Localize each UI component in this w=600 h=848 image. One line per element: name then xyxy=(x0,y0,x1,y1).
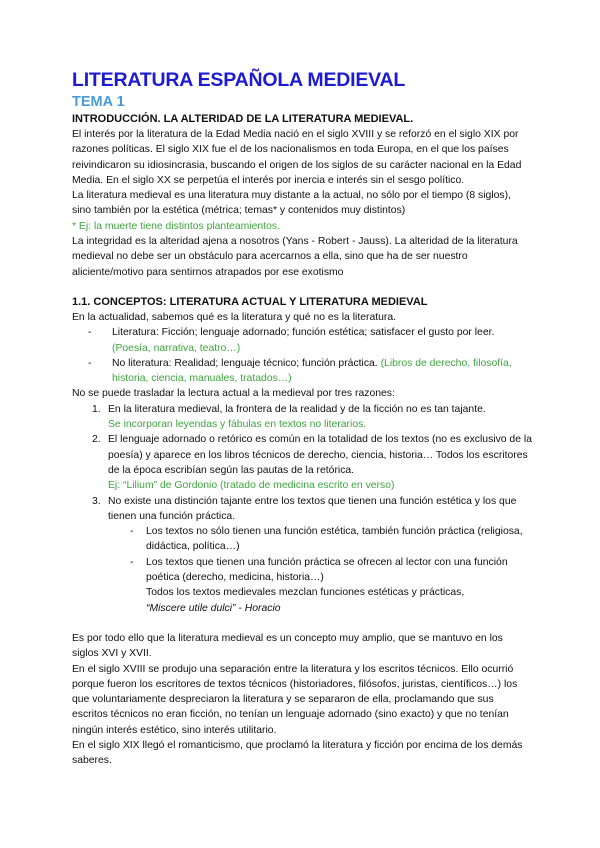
list-item xyxy=(72,524,532,555)
sub-item-2: Los textos que tienen una función práctica se ofrecen al lector con una función poética (derecho, medicina, historia…) xyxy=(146,556,508,584)
list-item xyxy=(72,494,532,525)
bullet-literatura: Literatura: Ficción; lenguaje adornado; función estética; satisfacer el gusto por leer. xyxy=(112,327,495,339)
reason-number: 1. xyxy=(92,403,101,415)
list-item xyxy=(72,432,532,493)
sub-item-2-continuation: Todos los textos medievales mezclan funciones estéticas y prácticas, xyxy=(146,587,465,599)
reason-3: No existe una distinción tajante entre los textos que tienen una función estética y los que tienen una función práctica. xyxy=(108,495,517,522)
list-item xyxy=(72,402,532,433)
reason-1: En la literatura medieval, la frontera de la realidad y de la ficción no es tan tajante. xyxy=(108,403,486,415)
section-1-heading: 1.1. CONCEPTOS: LITERATURA ACTUAL Y LITERATURA MEDIEVAL xyxy=(72,295,428,308)
horacio-quote: “Miscere utile dulci” - Horacio xyxy=(146,602,281,614)
document-page xyxy=(72,68,532,769)
reason-2: El lenguaje adornado o retórico es común en la totalidad de los textos (no es exclusivo de la poesía) y aparece en los libros técnicos de derecho, ciencia, historia… Todos los escritores de la época escribían según las pautas de la retórica. xyxy=(108,434,532,476)
document-title: LITERATURA ESPAÑOLA MEDIEVAL xyxy=(72,69,406,91)
dash-marker: - xyxy=(130,556,134,568)
intro-paragraph-1: El interés por la literatura de la Edad Media nació en el siglo XVIII y se reforzó en el siglo XIX por razones políticas. El siglo XIX fue el de los nacionalismos en toda Europa, en el que los países reivindicaron su idiosincrasia, buscando el origen de los siglos de su carácter nacional en la Edad Media. En el siglo XX se perpetúa el interés por inercia e interés sin el sesgo político. xyxy=(72,129,522,186)
reason-number: 2. xyxy=(92,434,101,446)
section-1-intro: En la actualidad, sabemos qué es la literatura y qué no es la literatura. xyxy=(72,311,397,323)
intro-note: * Ej: la muerte tiene distintos planteamientos. xyxy=(72,220,280,232)
reason-1-example: Se incorporan leyendas y fábulas en textos no literarios. xyxy=(108,419,367,431)
sub-item-1: Los textos no sólo tienen una función estética, también función práctica (religiosa, didáctica, política…) xyxy=(146,526,523,553)
closing-paragraph-2: En el siglo XVIII se produjo una separación entre la literatura y los escritos técnicos. Ello ocurrió porque fueron los escritores de textos técnicos (historiadores, filósofos, juristas, científicos…) los que voluntariamente despreciaron la literatura y se separaron de ella, proclamando que sus escritos técnicos no eran ficción, no tenían un lenguaje adornado (sino exacto) y que no tenían ningún interés estético, sino interés utilitario. xyxy=(72,663,518,736)
list-item xyxy=(72,356,532,387)
bullet-literatura-examples: (Poesía, narrativa, teatro…) xyxy=(112,342,241,354)
intro-paragraph-3: La integridad es la alteridad ajena a nosotros (Yans - Robert - Jauss). La alteridad de la literatura medieval no debe ser un obstáculo para acercarnos a ella, sino que ha de ser nuestro aliciente/motivo para sentirnos atrapados por ese exotismo xyxy=(72,236,518,278)
list-item xyxy=(72,555,532,586)
document-subtitle: TEMA 1 xyxy=(72,94,125,110)
intro-heading: INTRODUCCIÓN. LA ALTERIDAD DE LA LITERATURA MEDIEVAL. xyxy=(72,113,414,125)
dash-marker: - xyxy=(88,357,92,369)
dash-marker: - xyxy=(88,327,92,339)
dash-marker: - xyxy=(130,526,134,538)
reason-2-example: Ej: “Lilium” de Gordonio (tratado de medicina escrito en verso) xyxy=(108,480,395,492)
bullet-no-literatura: No literatura: Realidad; lenguaje técnico; función práctica. xyxy=(112,357,378,369)
reason-number: 3. xyxy=(92,495,101,507)
closing-paragraph-3: En el siglo XIX llegó el romanticismo, que proclamó la literatura y ficción por encima de los demás saberes. xyxy=(72,739,523,767)
reasons-intro: No se puede trasladar la lectura actual a la medieval por tres razones: xyxy=(72,388,395,400)
intro-paragraph-2: La literatura medieval es una literatura muy distante a la actual, no sólo por el tiempo (8 siglos), sino también por la estética (métrica; temas* y contenidos muy distintos) xyxy=(72,190,511,217)
bullet-no-literatura-examples: (Libros de derecho, filosofía, historia, ciencia, manuales, tratados…) xyxy=(112,357,512,385)
list-item xyxy=(72,325,532,356)
closing-paragraph-1: Es por todo ello que la literatura medieval es un concepto muy amplio, que se mantuvo en los siglos XVI y XVII. xyxy=(72,632,503,660)
